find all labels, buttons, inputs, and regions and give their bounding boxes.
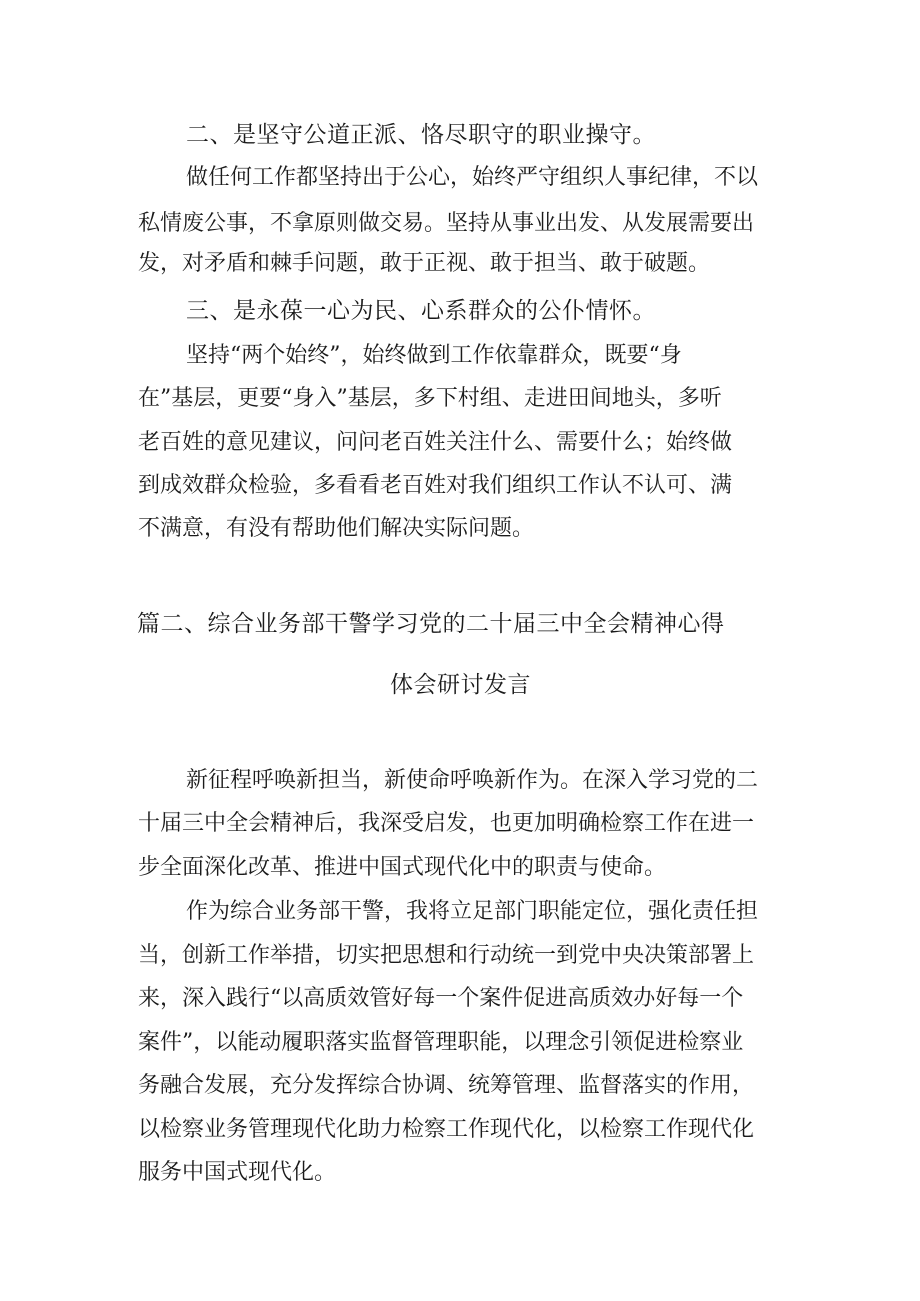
article-title-line-1: 篇二、综合业务部干警学习党的二十届三中全会精神心得 xyxy=(137,611,725,637)
section-3-line-5: 不满意，有没有帮助他们解决实际问题。 xyxy=(138,516,535,541)
para-2-line-3: 来，深入践行“以高质效管好每一个案件促进高质效办好每一个 xyxy=(138,986,744,1011)
para-1-line-3: 步全面深化改革、推进中国式现代化中的职责与使命。 xyxy=(138,855,667,880)
section-2-heading: 二、是坚守公道正派、恪尽职守的职业操守。 xyxy=(186,122,656,148)
section-2-line-1: 做任何工作都坚持出于公心，始终严守组织人事纪律，不以 xyxy=(186,165,759,190)
section-2-line-3: 发，对矛盾和棘手问题，敢于正视、敢于担当、敢于破题。 xyxy=(138,251,711,276)
section-2-line-2: 私情废公事，不拿原则做交易。坚持从事业出发、从发展需要出 xyxy=(138,211,755,236)
para-2-line-7: 服务中国式现代化。 xyxy=(138,1160,337,1185)
para-1-line-2: 十届三中全会精神后，我深受启发，也更加明确检察工作在进一 xyxy=(138,811,755,836)
para-2-line-2: 当，创新工作举措，切实把思想和行动统一到党中央决策部署上 xyxy=(138,943,755,968)
para-2-line-6: 以检察业务管理现代化助力检察工作现代化，以检察工作现代化 xyxy=(138,1117,755,1142)
section-3-line-3: 老百姓的意见建议，问问老百姓关注什么、需要什么；始终做 xyxy=(138,430,733,455)
para-1-line-1: 新征程呼唤新担当，新使命呼唤新作为。在深入学习党的二 xyxy=(186,768,759,793)
section-3-line-1: 坚持“两个始终”，始终做到工作依靠群众，既要“身 xyxy=(186,343,682,368)
para-2-line-1: 作为综合业务部干警，我将立足部门职能定位，强化责任担 xyxy=(186,899,759,924)
section-3-line-2: 在”基层，更要“身入”基层，多下村组、走进田间地头，多听 xyxy=(138,386,722,411)
section-3-line-4: 到成效群众检验，多看看老百姓对我们组织工作认不认可、满 xyxy=(138,473,733,498)
para-2-line-5: 务融合发展，充分发挥综合协调、统筹管理、监督落实的作用， xyxy=(138,1073,755,1098)
para-2-line-4: 案件”，以能动履职落实监督管理职能，以理念引领促进检察业 xyxy=(138,1030,744,1055)
article-title-line-2: 体会研讨发言 xyxy=(390,672,531,698)
section-3-heading: 三、是永葆一心为民、心系群众的公仆情怀。 xyxy=(186,298,656,324)
